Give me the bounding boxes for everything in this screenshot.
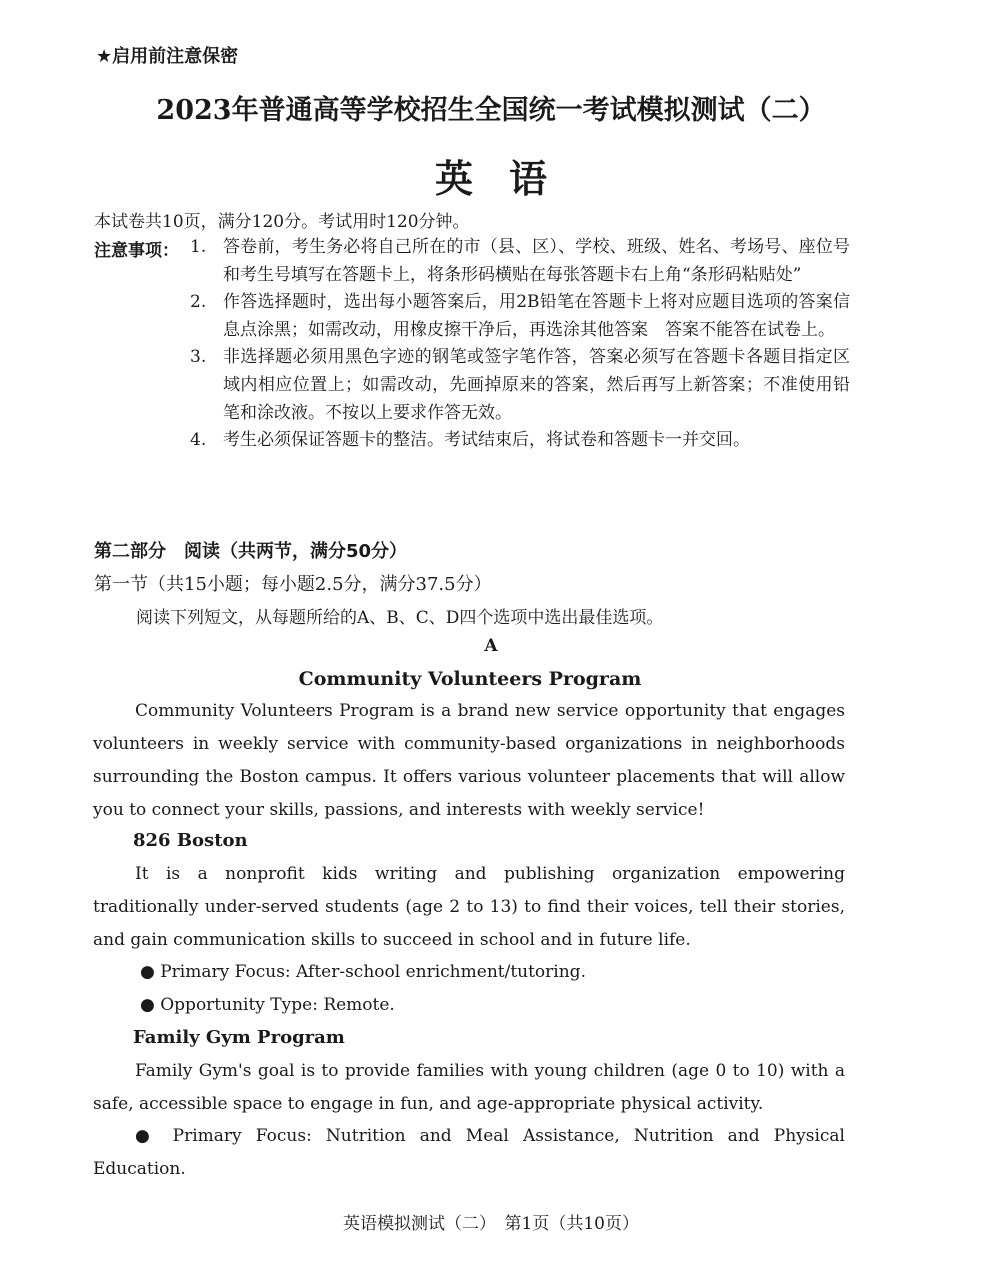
note-number: 3. xyxy=(190,347,207,368)
note-text: 考生必须保证答题卡的整洁。考试结束后，将试卷和答题卡一并交回。 xyxy=(223,430,750,451)
notes-label: 注意事项： xyxy=(94,241,179,261)
note-item xyxy=(190,427,850,455)
exam-title: 2023年普通高等学校招生全国统一考试模拟测试（二） xyxy=(156,95,826,126)
bullet-primary-focus: ● Primary Focus: After-school enrichment/tutoring. xyxy=(140,962,586,982)
reading-instruction: 阅读下列短文，从每题所给的A、B、C、D四个选项中选出最佳选项。 xyxy=(136,608,664,628)
part-heading: 第二部分 阅读（共两节，满分50分） xyxy=(94,541,408,562)
note-text: 作答选择题时，选出每小题答案后，用2B铅笔在答题卡上将对应题目选项的答案信息点涂黑；如需改动，用橡皮擦干净后，再选涂其他答案 答案不能答在试卷上。 xyxy=(223,292,850,340)
section-heading: 第一节（共15小题；每小题2.5分，满分37.5分） xyxy=(94,574,492,595)
passage-intro: Community Volunteers Program is a brand new service opportunity that engages volunteers in weekly service with community-based organizations in neighborhoods surrounding the Boston campus. It offers various volunteer placements that will allow you to connect your skills, passions, and interests with weekly service! xyxy=(93,701,845,820)
subject-title: 英语 xyxy=(434,156,583,201)
bullet-opportunity-type: ● Opportunity Type: Remote. xyxy=(140,995,395,1015)
note-text: 答卷前，考生务必将自己所在的市（县、区）、学校、班级、姓名、考场号、座位号和考生号填写在答题卡上，将条形码横贴在每张答题卡右上角“条形码粘贴处” xyxy=(223,237,850,285)
bullet-family-gym-focus: ● Primary Focus: Nutrition and Meal Assistance, Nutrition and Physical Education. xyxy=(93,1126,845,1179)
confidential-mark: ★启用前注意保密 xyxy=(96,46,239,67)
note-item xyxy=(190,234,850,289)
org-description-826-boston: It is a nonprofit kids writing and publishing organization empowering traditionally under-served students (age 2 to 13) to find their voices, tell their stories, and gain communication skills to succeed in school and in future life. xyxy=(93,864,845,950)
note-item xyxy=(190,344,850,427)
exam-info: 本试卷共10页，满分120分。考试用时120分钟。 xyxy=(94,212,470,232)
note-text: 非选择题必须用黑色字迹的钢笔或签字笔作答，答案必须写在答题卡各题目指定区域内相应位置上；如需改动，先画掉原来的答案，然后再写上新答案；不准使用铅笔和涂改液。不按以上要求作答无效。 xyxy=(223,347,850,423)
note-item xyxy=(190,289,850,344)
org-description-family-gym: Family Gym's goal is to provide families with young children (age 0 to 10) with a safe, accessible space to engage in fun, and age-appropriate physical activity. xyxy=(93,1061,845,1114)
notes-list xyxy=(190,234,850,455)
passage-letter: A xyxy=(484,636,498,656)
note-number: 1. xyxy=(190,237,207,257)
note-number: 4. xyxy=(190,430,207,451)
org-heading-826-boston: 826 Boston xyxy=(133,830,248,851)
passage-title: Community Volunteers Program xyxy=(298,668,642,690)
org-heading-family-gym: Family Gym Program xyxy=(133,1027,345,1048)
note-number: 2. xyxy=(190,292,207,313)
page-footer: 英语模拟测试（二） 第1页（共10页） xyxy=(343,1214,639,1234)
